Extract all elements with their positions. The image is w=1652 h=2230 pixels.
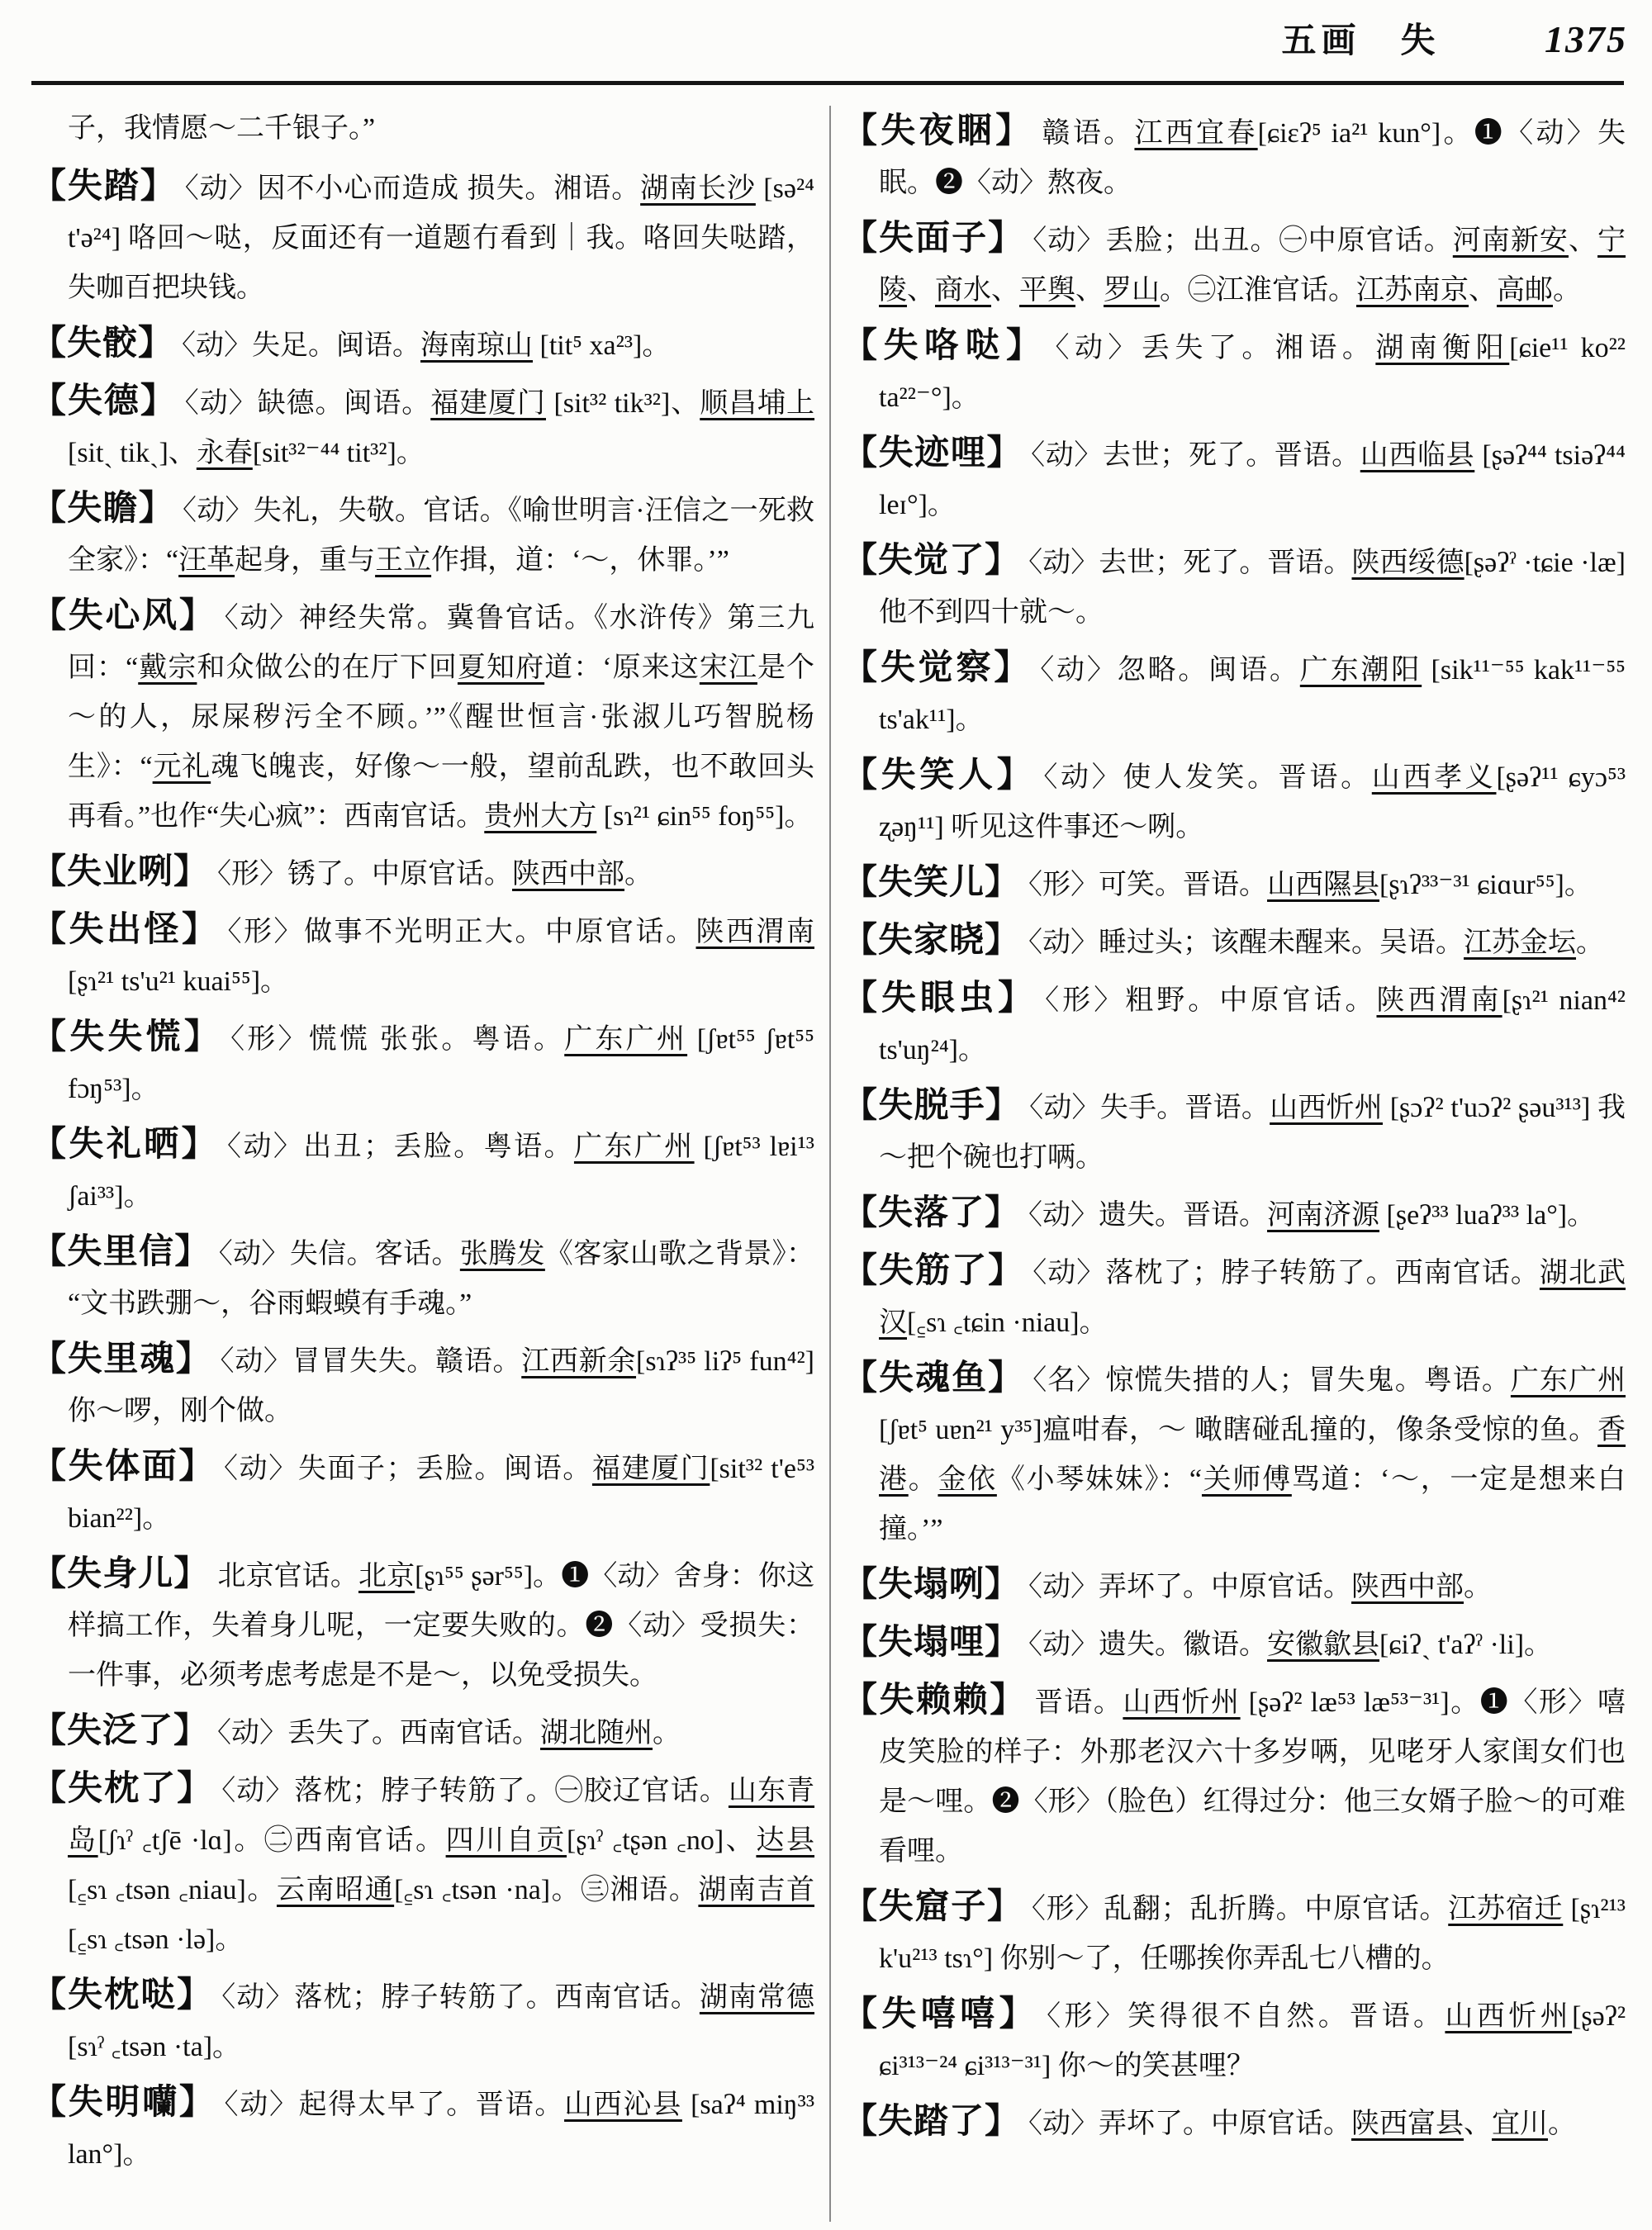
entry-headword: 【失体面】 <box>31 1448 216 1486</box>
entry-headword: 【失落了】 <box>843 1194 1021 1232</box>
dictionary-entry <box>843 1882 1626 1984</box>
entry-body: 〈动〉失足。闽语。海南琼山 [tit⁵ xa²³]。 <box>182 330 671 361</box>
dictionary-entry <box>31 484 814 586</box>
entry-headword: 【失夜睏】 <box>843 112 1034 150</box>
page-header <box>33 13 1627 63</box>
dictionary-entry <box>31 1549 814 1701</box>
entry-body: 〈形〉锈了。中原官话。陕西中部。 <box>217 859 653 890</box>
entry-headword: 【失咯哒】 <box>843 327 1047 365</box>
section-label: 五画 失 <box>1281 22 1441 60</box>
dictionary-entry <box>31 162 814 313</box>
dictionary-entry <box>31 847 814 899</box>
entry-body: 〈动〉冒冒失失。赣语。江西新余[sɿʔ³⁵ liʔ⁵ fun⁴²] 你～啰，刚个做。 <box>68 1346 814 1426</box>
entry-headword: 【失里信】 <box>31 1233 211 1271</box>
page-number: 1375 <box>1545 18 1627 60</box>
dictionary-entry <box>31 1227 814 1329</box>
entry-body: 〈动〉去世；死了。晋语。山西临县 [ʂəʔ⁴⁴ tsiəʔ⁴⁴ leɪ°]。 <box>879 440 1626 520</box>
dictionary-entry <box>843 1676 1626 1877</box>
dictionary-entry <box>843 321 1626 423</box>
dictionary-entry <box>843 858 1626 910</box>
entry-body: 〈形〉慌慌 张张。粤语。广东广州 [ʃɐt⁵⁵ ʃɐt⁵⁵ fɔŋ⁵³]。 <box>68 1024 814 1104</box>
entry-body: 〈动〉失信。客话。张腾发《客家山歌之背景》：“文书跌弸～，谷雨蝦蟆有手魂。” <box>68 1239 814 1319</box>
entry-body: 〈形〉笑得很不自然。晋语。山西忻州[ʂəʔ² ɕi³¹³⁻²⁴ ɕi³¹³⁻³¹] 你～的笑甚哩？ <box>879 2001 1626 2081</box>
entry-body: 〈动〉因不小心而造成 损失。湘语。湖南长沙 [sə²⁴ t'ə²⁴] 咯回～哒，反面还有一道题冇看到｜我。咯回失哒踏，失咖百把块钱。 <box>68 173 815 303</box>
entry-headword: 【失明囒】 <box>31 2084 216 2122</box>
column-divider <box>829 106 831 2222</box>
entry-headword: 【失礼晒】 <box>31 1126 220 1164</box>
entry-body: 〈动〉失面子；丢脸。闽语。福建厦门[sit³² t'e⁵³ bian²²]。 <box>68 1454 815 1534</box>
dictionary-entry <box>843 1189 1626 1241</box>
entry-headword: 【失迹哩】 <box>843 434 1023 472</box>
entry-headword: 【失瞻】 <box>31 490 174 528</box>
dictionary-entry <box>843 751 1626 852</box>
entry-body: 〈动〉失礼，失敬。官话。《喻世明言·汪信之一死救全家》：“汪革起身，重与王立作揖，道：‘～，休罪。’” <box>68 496 814 576</box>
entry-headword: 【失枕了】 <box>31 1770 214 1808</box>
entry-body: 〈动〉睡过头；该醒未醒来。吴语。江苏金坛。 <box>1028 928 1605 958</box>
entry-headword: 【失魂鱼】 <box>843 1359 1025 1397</box>
entry-headword: 【失踏了】 <box>843 2103 1021 2141</box>
dictionary-entry <box>843 1560 1626 1612</box>
entry-headword: 【失眼虫】 <box>843 980 1037 1018</box>
dictionary-entry <box>31 1335 814 1436</box>
entry-body: 〈动〉弄坏了。中原官话。陕西中部。 <box>1028 1572 1493 1602</box>
entry-headword: 【失窟子】 <box>843 1888 1023 1926</box>
dictionary-entry <box>843 107 1626 208</box>
entry-body: 〈动〉忽略。闽语。广东潮阳 [sik¹¹⁻⁵⁵ kak¹¹⁻⁵⁵ ts'ak¹¹]。 <box>879 655 1626 735</box>
entry-headword: 【失觉了】 <box>843 542 1021 580</box>
dictionary-entry <box>843 214 1626 316</box>
right-column <box>843 101 1626 2230</box>
dictionary-entry <box>31 1442 814 1544</box>
entry-headword: 【失嘻嘻】 <box>843 1995 1039 2033</box>
dictionary-entry <box>843 1246 1626 1348</box>
entry-body: 〈动〉弄坏了。中原官话。陕西富县、宜川。 <box>1028 2109 1577 2139</box>
entry-body: 〈动〉落枕；脖子转筋了。西南官话。湖南常德[sɿˀ ꜀tsən ·ta]。 <box>68 1982 814 2062</box>
entry-body: 〈动〉去世；死了。晋语。陕西绥德[ʂəʔˀ ·tɕie ·læ]他不到四十就～。 <box>879 548 1626 628</box>
left-column <box>31 101 814 2230</box>
dictionary-entry <box>31 1013 814 1114</box>
dictionary-entry <box>843 536 1626 638</box>
entry-body: 〈动〉缺德。闽语。福建厦门 [sit³² tik³²]、顺昌埔上 [sitˏ tikˏ]、永春[sit³²⁻⁴⁴ tit³²]。 <box>68 388 815 468</box>
dictionary-entry <box>843 974 1626 1075</box>
entry-body: 〈动〉丢脸；出丑。㊀中原官话。河南新安、宁陵、商水、平舆、罗山。㊁江淮官话。江苏南京、高邮。 <box>879 225 1626 306</box>
entry-headword: 【失心风】 <box>31 597 216 635</box>
dictionary-entry <box>31 1706 814 1758</box>
entry-body: 晋语。山西忻州 [ʂəʔ² læ⁵³ læ⁵³⁻³¹]。❶〈形〉嘻皮笑脸的样子：外那老汉六十多岁唡，见咾牙人家闺女们也是～哩。❷〈形〉（脸色）红得过分：他三女婿子脸～的可难看哩。 <box>879 1687 1626 1867</box>
entry-headword: 【失枕哒】 <box>31 1976 214 2014</box>
entry-body: 〈形〉乱翻；乱折腾。中原官话。江苏宿迁 [ʂɿ²¹³ k'u²¹³ tsɿ°] 你别～了，任哪挨你弄乱七八槽的。 <box>879 1894 1626 1974</box>
entry-headword: 【失觉察】 <box>843 649 1032 687</box>
entry-body: 北京官话。北京[ʂɿ⁵⁵ ʂər⁵⁵]。❶〈动〉舍身：你这样搞工作，失着身儿呢，一定要失败的。❷〈动〉受损失：一件事，必须考虑考虑是不是～，以免受损失。 <box>68 1561 814 1691</box>
entry-headword: 【失家晓】 <box>843 922 1021 960</box>
entry-headword: 【失脱手】 <box>843 1087 1022 1125</box>
entry-headword: 【失身儿】 <box>31 1555 210 1593</box>
entry-body: 〈名〉惊慌失措的人；冒失鬼。粤语。广东广州[ʃɐt⁵ uɐn²¹ y³⁵]瘟咁春，～ 噉瞎碰乱撞的，像条受惊的鱼。香港。金依《小琴妹妹》：“关师傅骂道：‘～，一定是想来白撞。’” <box>879 1365 1626 1544</box>
entry-body: 〈动〉落枕；脖子转筋了。㊀胶辽官话。山东青岛[ʃɿˀ ꜀tʃē ·lɑ]。㊁西南官话。四川自贡[ʂɿˀ ꜀tʂən ꜀no]、达县 [꜁sɿ ꜀tsən ꜀niau]。云南昭通[꜁sɿ ꜀tsən ·na]。㊂湘语。湖南吉首[꜁sɿ ꜀tsən ·lə]。 <box>68 1776 815 1955</box>
entry-body: 〈动〉丢失了。湘语。湖南衡阳[ɕie¹¹ ko²² ta²²⁻°]。 <box>879 333 1626 413</box>
dictionary-entry <box>31 1120 814 1222</box>
entry-headword: 【失失慌】 <box>31 1018 223 1056</box>
dictionary-entry <box>843 1081 1626 1183</box>
entry-headword: 【失骹】 <box>31 325 174 363</box>
continuation-text: 子，我情愿～二千银子。” <box>68 113 376 144</box>
entry-body: 〈动〉神经失常。冀鲁官话。《水浒传》第三九回：“戴宗和众做公的在厅下回夏知府道：‘原来这宋江是个～的人，尿屎秽污全不顾。’”《醒世恒言·张淑儿巧智脱杨生》：“元礼魂飞魄丧，好像～一般，望前乱跌，也不敢回头再看。”也作“失心疯”：西南官话。贵州大方 [sɿ²¹ ɕin⁵⁵ foŋ⁵⁵]。 <box>68 603 815 832</box>
entry-headword: 【失德】 <box>31 382 177 420</box>
dictionary-entry <box>31 377 814 478</box>
entry-body: 〈形〉可笑。晋语。山西隰县[ʂɿʔ³³⁻³¹ ɕiɑur⁵⁵]。 <box>1028 870 1593 900</box>
entry-headword: 【失出怪】 <box>31 911 220 949</box>
dictionary-entry <box>843 916 1626 968</box>
dictionary-entry <box>843 1990 1626 2091</box>
dictionary-entry <box>843 1618 1626 1670</box>
entry-headword: 【失笑人】 <box>843 757 1036 795</box>
entry-headword: 【失泛了】 <box>31 1712 210 1750</box>
entry-body: 〈动〉出丑；丢脸。粤语。广东广州 [ʃɐt⁵³ lɐi¹³ ʃai³³]。 <box>68 1132 814 1212</box>
header-rule <box>31 81 1624 85</box>
entry-headword: 【失里魂】 <box>31 1340 212 1378</box>
dictionary-entry <box>843 1354 1626 1554</box>
entry-body: 〈动〉遗失。晋语。河南济源 [ʂeʔ³³ luaʔ³³ la°]。 <box>1028 1200 1596 1231</box>
entry-headword: 【失塌咧】 <box>843 1566 1021 1604</box>
dictionary-entry <box>843 643 1626 745</box>
dictionary-page-body <box>31 101 1634 2230</box>
entry-headword: 【失赖赖】 <box>843 1682 1027 1720</box>
entry-body: 〈动〉落枕了；脖子转筋了。西南官话。湖北武汉[꜁sɿ ꜀tɕin ·niau]。 <box>879 1258 1626 1338</box>
dictionary-entry <box>31 319 814 371</box>
entry-body: 〈动〉使人发笑。晋语。山西孝义[ʂəʔ¹¹ ɕyɔ⁵³ ʐəŋ¹¹] 听见这件事还～咧。 <box>879 762 1626 842</box>
entry-body: 〈动〉遗失。徽语。安徽歙县[ɕiʔˏ t'aʔˀ ·li]。 <box>1028 1630 1553 1660</box>
entry-body: 〈形〉粗野。中原官话。陕西渭南[ʂɿ²¹ nian⁴² ts'uŋ²⁴]。 <box>879 985 1626 1065</box>
dictionary-entry <box>31 591 814 842</box>
entry-headword: 【失筋了】 <box>843 1252 1025 1290</box>
entry-body: 〈形〉做事不光明正大。中原官话。陕西渭南 [ʂɿ²¹ ts'u²¹ kuai⁵⁵]。 <box>68 917 814 997</box>
entry-headword: 【失业咧】 <box>31 853 210 891</box>
dictionary-entry <box>31 2078 814 2180</box>
entry-headword: 【失面子】 <box>843 220 1025 258</box>
entry-headword: 【失踏】 <box>31 168 177 206</box>
entry-body: 〈动〉失手。晋语。山西忻州 [ʂɔʔ² t'uɔʔ² ʂəu³¹³] 我～把个碗也打唡。 <box>879 1093 1626 1173</box>
entry-body: 〈动〉丢失了。西南官话。湖北随州。 <box>217 1718 681 1748</box>
dictionary-entry <box>843 429 1626 530</box>
dictionary-entry <box>31 1764 814 1965</box>
entry-body: 赣语。江西宜春[ɕiɛʔ⁵ ia²¹ kun°]。❶〈动〉失眠。❷〈动〉熬夜。 <box>879 118 1626 198</box>
dictionary-entry <box>31 1971 814 2072</box>
dictionary-entry <box>843 2097 1626 2149</box>
entry-body: 〈动〉起得太早了。晋语。山西沁县 [saʔ⁴ miŋ³³ lan°]。 <box>68 2090 815 2170</box>
dictionary-entry <box>31 905 814 1007</box>
entry-headword: 【失笑儿】 <box>843 864 1021 902</box>
entry-headword: 【失塌哩】 <box>843 1624 1021 1662</box>
